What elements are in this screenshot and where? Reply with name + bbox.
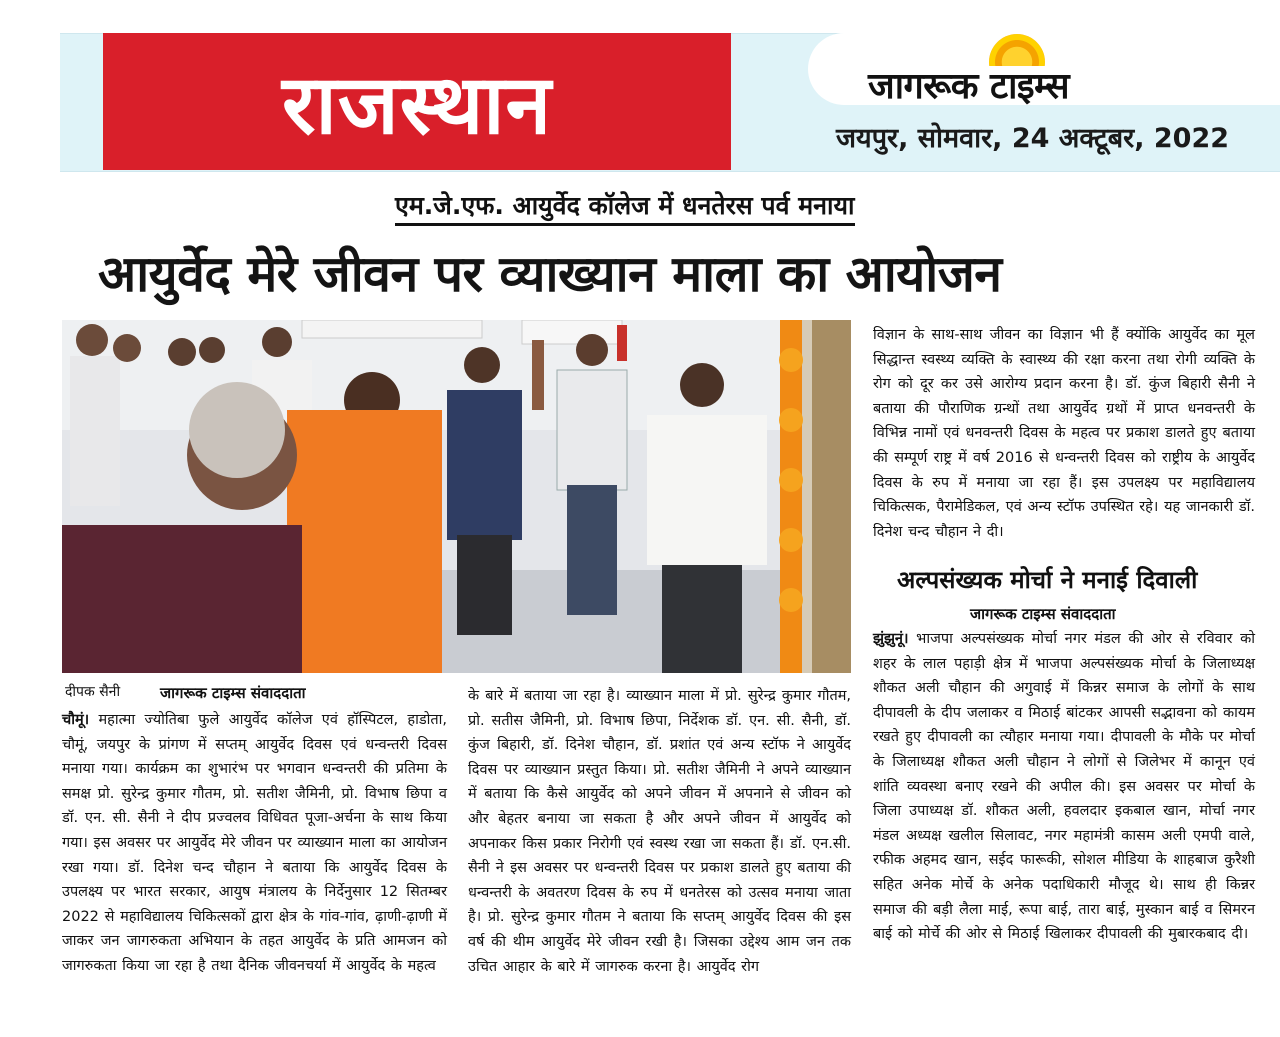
region-banner	[103, 33, 731, 170]
article2-byline: जागरूक टाइम्स संवाददाता	[970, 605, 1116, 623]
article-headline: आयुर्वेद मेरे जीवन पर व्याख्यान माला का आयोजन	[98, 245, 1002, 303]
article-column-1	[62, 708, 447, 979]
article-column-2	[468, 684, 851, 979]
article2-column	[873, 627, 1255, 947]
article-body-1: महात्मा ज्योतिबा फुले आयुर्वेद कॉलेज एवं हॉस्पिटल, हाडोता, चौमूं, जयपुर के प्रांगण में सप्तम् आयुर्वेद दिवस एवं धन्वन्तरी दिवस मनाया गया। कार्यक्रम का शुभारंभ पर भगवान धन्वन्तरी की प्रतिमा के समक्ष प्रो. सुरेन्द्र कुमार गौतम, प्रो. सतीश जैमिनी, प्रो. विभाष छिपा व डॉ. एन. सी. सैनी ने दीप प्रज्वलव विधिवत पूजा-अर्चना के साथ किया गया। इस अवसर पर आयुर्वेद मेरे जीवन पर व्याख्यान माला का आयोजन रखा गया। डॉ. दिनेश चन्द चौहान ने बताया कि आयुर्वेद दिवस के उपलक्ष्य पर भारत सरकार, आयुष मंत्रालय के निर्देनुसार 12 सितम्बर 2022 से महाविद्यालय चिकित्सकों द्वारा क्षेत्र के गांव-गांव, ढ़ाणी-ढ़ाणी में जाकर जन जागरुकता अभियान के तहत आयुर्वेद के प्रति आमजन को जागरुकता किया जा रहा है तथा दैनिक जीवनचर्या में आयुर्वेद के महत्व	[62, 712, 447, 974]
article-body-2: के बारे में बताया जा रहा है। व्याख्यान माला में प्रो. सुरेन्द्र कुमार गौतम, प्रो. सतीस जैमिनी, प्रो. विभाष छिपा, निर्देशक डॉ. एन. सी. सैनी, डॉ. कुंज बिहारी, डॉ. दिनेश चौहान, डॉ. प्रशांत एवं अन्य स्टॉफ ने आयुर्वेद दिवस पर व्याख्यान प्रस्तुत किया। प्रो. सतीश जैमिनी ने अपने व्याख्यान में बताया कि कैसे आयुर्वेद को अपने जीवन में अपनाने से जीवन को और बेहतर बनाया जा सकता है और अपने जीवन में आयुर्वेद को अपनाकर किस प्रकार निरोगी एवं स्वस्थ रखा जा सकता हैं। डॉ. एन.सी. सैनी ने इस अवसर पर धन्वन्तरी दिवस पर प्रकाश डालते हुए बताया की धन्वन्तरी के अवतरण दिवस के रुप में धनतेरस को उत्सव मनाया जाता है। प्रो. सुरेन्द्र कुमार गौतम ने बताया कि सप्तम् आयुर्वेद दिवस की इस वर्ष की थीम आयुर्वेद मेरे जीवन रखी है। जिसका उद्देश्य आम जन तक उचित आहार के बारे में जागरुक करना है। आयुर्वेद रोग	[468, 688, 851, 975]
photo-credit: दीपक सैनी	[65, 684, 121, 700]
news-photo-illustration	[62, 320, 851, 673]
article-body-3: विज्ञान के साथ-साथ जीवन का विज्ञान भी हैं क्योंकि आयुर्वेद का मूल सिद्धान्त स्वस्थ्य व्यक्ति के स्वास्थ्य की रक्षा करना तथा रोगी व्यक्ति के रोग को दूर कर उसे आरोग्य प्रदान करना है। डॉ. कुंज बिहारी सैनी ने बताया की पौराणिक ग्रन्थों तथा आयुर्वेद ग्रथों में प्राप्त धनवन्तरी के विभिन्न नामों एवं धनवन्तरी दिवस के महत्व पर प्रकाश डालते हुए बताया की सम्पूर्ण राष्ट्र में वर्ष 2016 से धन्वन्तरी दिवस को राष्ट्रीय के आयुर्वेद दिवस के रुप में मनाया जा रहा हैं। इस उपलक्ष्य पर महाविद्यालय चिकित्सक, पैरामेडिकल, एवं अन्य स्टॉफ उपस्थित रहे। यह जानकारी डॉ. दिनेश चन्द चौहान ने दी।	[873, 327, 1255, 540]
article-dateline-place: चौमूं।	[62, 712, 90, 728]
edition-dateline: जयपुर, सोमवार, 24 अक्टूबर, 2022	[836, 123, 1230, 154]
article-column-3	[873, 323, 1255, 544]
news-photo	[62, 320, 851, 673]
article2-body: भाजपा अल्पसंख्यक मोर्चा नगर मंडल की ओर से रविवार को शहर के लाल पहाड़ी क्षेत्र में भाजपा अल्पसंख्यक मोर्चा के जिलाध्यक्ष शौकत अली चौहान की अगुवाई में किन्नर समाज के लोगों के साथ दीपावली के दीप जलाकर व मिठाई बांटकर आपसी सद्भावना को कायम रखते हुए दीपावली का त्यौहार मनाया गया। दीपावली के मौके पर मोर्चा के जिलाध्यक्ष शौकत अली चौहान ने लोगों से जिलेभर में कानून एवं शांति व्यवस्था बनाए रखने की अपील की। इस अवसर पर मोर्चा के जिला उपाध्यक्ष डॉ. शौकत अली, हवलदार इकबाल खान, मोर्चा नगर मंडल अध्यक्ष खलील सिलावट, नगर महामंत्री कासम अली एमपी वाले, रफीक अहमद खान, सईद फारूकी, सोशल मीडिया के शाहबाज कुरैशी सहित अनेक मोर्चे के अनेक पदाधिकारी मौजूद थे। साथ ही किन्नर समाज की बड़ी लैला माई, रूपा बाई, तारा बाई, मुस्कान बाई व सिमरन बाई को मोर्चे की ओर से मिठाई खिलाकर दीपावली की मुबारकबाद दी।	[873, 631, 1255, 943]
article2-dateline-place: झुंझुनूं।	[873, 631, 909, 647]
region-title: राजस्थान	[281, 57, 553, 153]
newspaper-brand: जागरूक टाइम्स	[868, 66, 1070, 107]
article2-headline: अल्पसंख्यक मोर्चा ने मनाई दिवाली	[897, 566, 1198, 594]
article-kicker: एम.जे.एफ. आयुर्वेद कॉलेज में धनतेरस पर्व मनाया	[395, 188, 855, 226]
article-byline: जागरूक टाइम्स संवाददाता	[160, 684, 306, 702]
